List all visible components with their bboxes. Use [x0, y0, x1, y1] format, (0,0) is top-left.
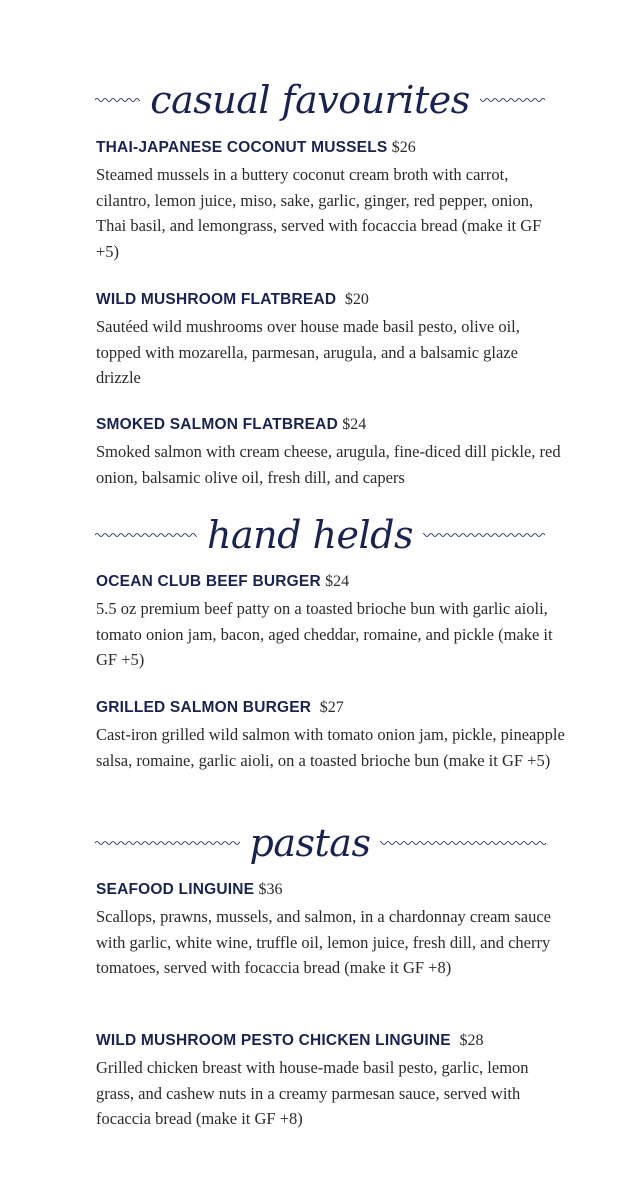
item-description: Scallops, prawns, mussels, and salmon, in a chardonnay cream sauce with garlic, white wine, truffle oil, lemon juice, fresh dill, and cherry tomatoes, served with focaccia bread (make it GF +8)	[96, 907, 551, 977]
item-description: Cast-iron grilled wild salmon with tomato onion jam, pickle, pineapple salsa, romaine, garlic aioli, on a toasted brioche bun (make it GF +5)	[96, 725, 565, 770]
item-description: Smoked salmon with cream cheese, arugula, fine-diced dill pickle, red onion, balsamic olive oil, fresh dill, and capers	[96, 442, 561, 487]
menu-item	[96, 571, 566, 673]
item-price: $26	[391, 139, 416, 156]
item-price: $24	[325, 573, 350, 590]
item-name: SEAFOOD LINGUINE	[96, 881, 255, 898]
item-description: Steamed mussels in a buttery coconut cream broth with carrot, cilantro, lemon juice, miso, sake, garlic, ginger, red pepper, onion, Thai basil, and lemongrass, served with focaccia bread (make it GF +5)	[96, 165, 542, 261]
item-name: OCEAN CLUB BEEF BURGER	[96, 573, 321, 590]
item-description: Sautéed wild mushrooms over house made basil pesto, olive oil, topped with mozarella, parmesan, arugula, and a balsamic glaze drizzle	[96, 317, 520, 387]
menu-item	[96, 697, 566, 773]
item-price: $24	[342, 416, 367, 433]
menu-item	[96, 414, 566, 490]
wave-divider-right	[378, 840, 548, 846]
section-heading: casual favourites	[140, 81, 479, 119]
menu-item	[96, 137, 566, 264]
section-hand-helds	[0, 505, 620, 565]
section-header	[0, 70, 620, 130]
item-price: $20	[344, 291, 369, 308]
item-price: $36	[258, 881, 283, 898]
section-pastas	[0, 813, 620, 873]
item-name: WILD MUSHROOM PESTO CHICKEN LINGUINE	[96, 1032, 451, 1049]
item-name: THAI-JAPANESE COCONUT MUSSELS	[96, 139, 388, 156]
menu-item	[96, 879, 566, 981]
section-casual-favourites	[0, 70, 620, 130]
section-heading: pastas	[240, 824, 381, 862]
menu-item	[96, 1030, 566, 1132]
section-heading: hand helds	[197, 516, 423, 554]
item-description: 5.5 oz premium beef patty on a toasted brioche bun with garlic aioli, tomato onion jam, bacon, aged cheddar, romaine, and pickle (make it GF +5)	[96, 599, 553, 669]
section-header	[0, 505, 620, 565]
item-name: SMOKED SALMON FLATBREAD	[96, 416, 338, 433]
item-name: WILD MUSHROOM FLATBREAD	[96, 291, 337, 308]
item-price: $27	[319, 699, 344, 716]
menu-item	[96, 289, 566, 391]
item-name: GRILLED SALMON BURGER	[96, 699, 312, 716]
wave-divider-right	[405, 532, 545, 538]
item-description: Grilled chicken breast with house-made basil pesto, garlic, lemon grass, and cashew nuts in a creamy parmesan sauce, served with focaccia bread (make it GF +8)	[96, 1058, 529, 1128]
section-header	[0, 813, 620, 873]
item-price: $28	[459, 1032, 484, 1049]
